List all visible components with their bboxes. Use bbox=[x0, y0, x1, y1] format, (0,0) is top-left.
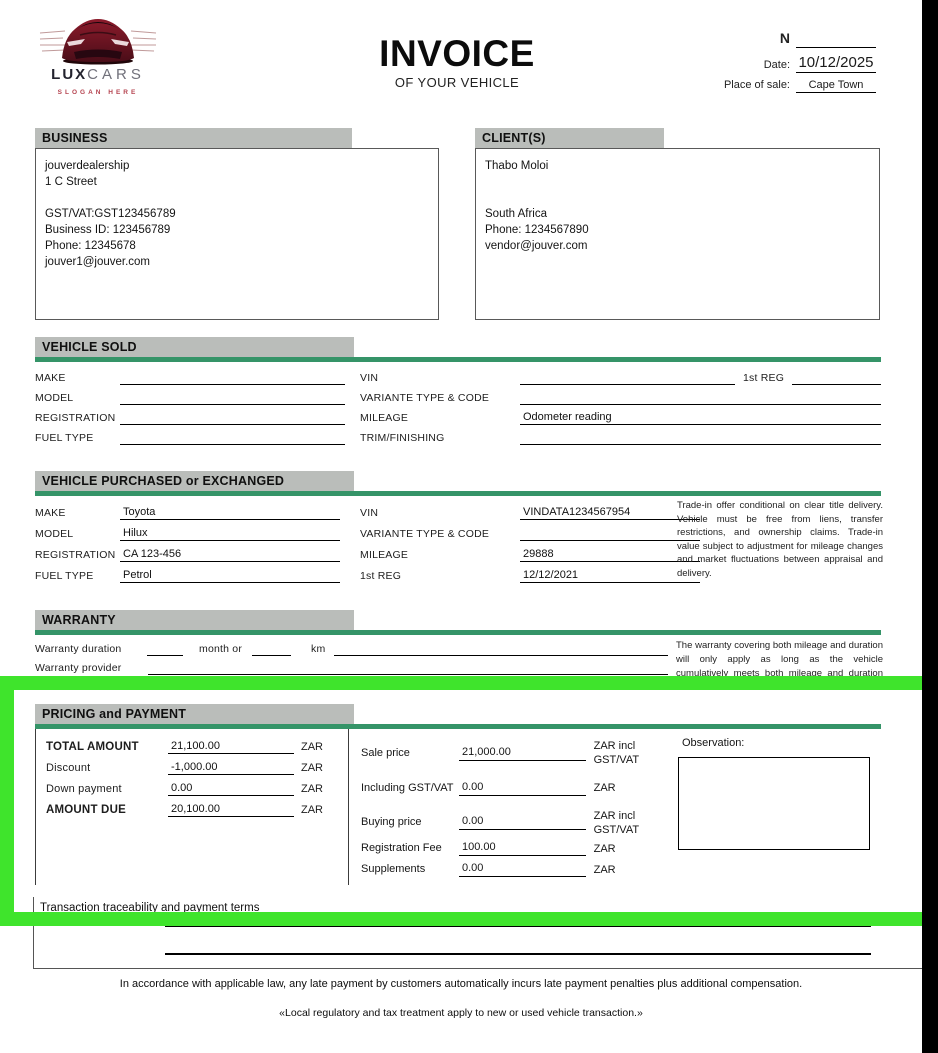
amount-due-field[interactable]: 20,100.00 bbox=[168, 803, 294, 817]
down-payment-row bbox=[46, 781, 323, 796]
business-street: 1 C Street bbox=[45, 176, 97, 188]
business-email: jouver1@jouver.com bbox=[45, 256, 150, 268]
registration-fee-currency: ZAR bbox=[593, 842, 616, 855]
km-label: km bbox=[311, 643, 326, 655]
sold-registration-row bbox=[35, 410, 345, 425]
sold-variante-row bbox=[360, 390, 881, 405]
warranty-duration-row bbox=[35, 641, 668, 656]
including-gst-currency: ZAR bbox=[593, 782, 616, 794]
purchased-make-label: MAKE bbox=[35, 507, 66, 519]
sold-variante-field[interactable] bbox=[520, 403, 881, 405]
transaction-label: Transaction traceability and payment terms bbox=[40, 902, 260, 914]
sold-trim-row bbox=[360, 430, 881, 445]
pricing-underline bbox=[35, 724, 881, 729]
supplements-field[interactable]: 0.00 bbox=[459, 862, 586, 877]
sold-fuel-field[interactable] bbox=[120, 443, 345, 445]
sold-fuel-row bbox=[35, 430, 345, 445]
warranty-months-field[interactable] bbox=[147, 654, 183, 656]
purchased-registration-field[interactable]: CA 123-456 bbox=[120, 548, 340, 562]
purchased-model-label: MODEL bbox=[35, 528, 74, 540]
transaction-line-1[interactable] bbox=[165, 925, 871, 927]
sold-registration-field[interactable] bbox=[120, 423, 345, 425]
sold-mileage-label: MILEAGE bbox=[360, 412, 409, 424]
place-of-sale-row bbox=[660, 79, 876, 93]
business-phone: Phone: 12345678 bbox=[45, 240, 136, 252]
warranty-section-header: WARRANTY bbox=[35, 610, 354, 630]
amount-due-label: AMOUNT DUE bbox=[46, 804, 126, 816]
amount-due-row bbox=[46, 802, 323, 817]
trade-in-disclaimer: Trade-in offer conditional on clear title delivery. Vehicle must be free from liens, transfer restrictions, and ownership claims. Trade-in value subject to adjustment for mileage changes and market fluctuations between appraisal and delivery. bbox=[677, 500, 883, 579]
sports-car-icon bbox=[38, 6, 158, 66]
registration-fee-field[interactable]: 100.00 bbox=[459, 841, 586, 856]
pricing-section-header: PRICING and PAYMENT bbox=[35, 704, 354, 724]
purchased-vin-field[interactable]: VINDATA1234567954 bbox=[520, 506, 700, 520]
buying-price-row bbox=[361, 806, 653, 839]
purchased-mileage-row bbox=[360, 547, 700, 562]
supplements-label: Supplements bbox=[361, 863, 426, 875]
sold-make-field[interactable] bbox=[120, 383, 345, 385]
purchased-make-field[interactable]: Toyota bbox=[120, 506, 340, 520]
warranty-provider-label: Warranty provider bbox=[35, 662, 122, 674]
client-info bbox=[485, 158, 589, 254]
purchased-fuel-field[interactable]: Petrol bbox=[120, 569, 340, 583]
sold-trim-label: TRIM/FINISHING bbox=[360, 432, 445, 444]
purchased-mileage-field[interactable]: 29888 bbox=[520, 548, 700, 562]
sold-make-label: MAKE bbox=[35, 372, 66, 384]
footer-regulatory-note: «Local regulatory and tax treatment apply to new or used vehicle transaction.» bbox=[279, 1007, 643, 1019]
buying-price-field[interactable]: 0.00 bbox=[459, 815, 586, 830]
sold-mileage-field[interactable]: Odometer reading bbox=[520, 411, 881, 425]
purchased-first-reg-row bbox=[360, 568, 700, 583]
sold-trim-field[interactable] bbox=[520, 443, 881, 445]
purchased-first-reg-field[interactable]: 12/12/2021 bbox=[520, 569, 700, 583]
brand-cars: CARS bbox=[87, 66, 145, 83]
observation-label: Observation: bbox=[682, 737, 745, 749]
purchased-vin-row bbox=[360, 505, 700, 520]
invoice-number-row bbox=[660, 30, 876, 48]
vehicle-purchased-underline bbox=[35, 491, 881, 496]
pricing-column-divider bbox=[348, 729, 349, 885]
including-gst-row bbox=[361, 771, 653, 805]
warranty-provider-field[interactable] bbox=[148, 673, 668, 675]
amount-due-currency: ZAR bbox=[301, 804, 323, 816]
sold-mileage-row bbox=[360, 410, 881, 425]
invoice-title: INVOICE bbox=[379, 33, 535, 74]
sold-first-reg-field[interactable] bbox=[792, 383, 881, 385]
sold-vin-field[interactable] bbox=[520, 383, 735, 385]
date-label: Date: bbox=[763, 59, 790, 71]
purchased-registration-label: REGISTRATION bbox=[35, 549, 116, 561]
warranty-duration-label: Warranty duration bbox=[35, 643, 122, 655]
sold-model-field[interactable] bbox=[120, 403, 345, 405]
sold-variante-label: VARIANTE TYPE & CODE bbox=[360, 392, 490, 404]
warranty-km-field[interactable] bbox=[252, 654, 291, 656]
business-name: jouverdealership bbox=[45, 160, 130, 172]
invoice-date-row bbox=[660, 54, 876, 73]
brand-lux: LUX bbox=[51, 66, 88, 83]
vehicle-purchased-section-header: VEHICLE PURCHASED or EXCHANGED bbox=[35, 471, 354, 491]
discount-label: Discount bbox=[46, 762, 91, 774]
discount-field[interactable]: -1,000.00 bbox=[168, 761, 294, 775]
invoice-number-label: N bbox=[779, 30, 790, 46]
discount-currency: ZAR bbox=[301, 762, 323, 774]
purchased-make-row bbox=[35, 505, 340, 520]
sold-first-reg-label: 1st REG bbox=[743, 372, 785, 384]
total-amount-label: TOTAL AMOUNT bbox=[46, 741, 139, 753]
sale-price-label: Sale price bbox=[361, 746, 410, 759]
warranty-note-field[interactable] bbox=[334, 654, 668, 656]
transaction-line-2[interactable] bbox=[165, 953, 871, 955]
sold-model-row bbox=[35, 390, 345, 405]
screen-edge-bar bbox=[922, 0, 938, 1053]
client-name: Thabo Moloi bbox=[485, 160, 549, 172]
buying-price-currency: ZAR incl GST/VAT bbox=[593, 809, 640, 836]
purchased-registration-row bbox=[35, 547, 340, 562]
brand-name bbox=[28, 66, 168, 83]
registration-fee-label: Registration Fee bbox=[361, 842, 442, 854]
supplements-currency: ZAR bbox=[593, 863, 616, 876]
sale-price-currency: ZAR incl GST/VAT bbox=[593, 740, 640, 766]
invoice-number-field[interactable] bbox=[796, 46, 876, 48]
warranty-disclaimer: The warranty covering both mileage and duration will only apply as long as the vehicle cumulatively meets both mileage and duration criteria. bbox=[676, 640, 883, 693]
month-or-label: month or bbox=[199, 643, 243, 655]
including-gst-field[interactable]: 0.00 bbox=[459, 781, 586, 796]
purchased-variante-row bbox=[360, 526, 700, 541]
down-payment-label: Down payment bbox=[46, 783, 122, 795]
purchased-fuel-row bbox=[35, 568, 340, 583]
sold-fuel-label: FUEL TYPE bbox=[35, 432, 94, 444]
purchased-fuel-label: FUEL TYPE bbox=[35, 570, 94, 582]
invoice-subtitle: OF YOUR VEHICLE bbox=[394, 75, 520, 90]
total-amount-currency: ZAR bbox=[301, 741, 323, 753]
business-gst: GST/VAT:GST123456789 bbox=[45, 208, 176, 220]
luxcars-logo bbox=[28, 6, 168, 118]
date-field[interactable]: 10/12/2025 bbox=[796, 54, 876, 73]
pricing-left-border bbox=[35, 729, 36, 885]
purchased-variante-field[interactable] bbox=[520, 539, 700, 541]
sale-price-field[interactable]: 21,000.00 bbox=[459, 746, 586, 761]
purchased-vin-label: VIN bbox=[360, 507, 379, 519]
sold-model-label: MODEL bbox=[35, 392, 74, 404]
client-phone: Phone: 1234567890 bbox=[485, 224, 589, 236]
discount-row bbox=[46, 760, 323, 775]
including-gst-label: Including GST/VAT bbox=[361, 781, 454, 794]
buying-price-label: Buying price bbox=[361, 816, 422, 828]
place-of-sale-label: Place of sale: bbox=[723, 79, 790, 91]
sold-registration-label: REGISTRATION bbox=[35, 412, 116, 424]
supplements-row bbox=[361, 861, 653, 878]
client-country: South Africa bbox=[485, 208, 548, 220]
sold-vin-row bbox=[360, 370, 881, 385]
brand-slogan: SLOGAN HERE bbox=[57, 89, 139, 96]
observation-box[interactable] bbox=[678, 757, 870, 850]
business-id: Business ID: 123456789 bbox=[45, 224, 171, 236]
place-of-sale-field[interactable]: Cape Town bbox=[796, 79, 876, 93]
footer-late-payment-note: In accordance with applicable law, any late payment by customers automatically incurs late payment penalties plus additional compensation. bbox=[119, 978, 803, 990]
purchased-first-reg-label: 1st REG bbox=[360, 570, 402, 582]
purchased-variante-label: VARIANTE TYPE & CODE bbox=[360, 528, 490, 540]
business-info bbox=[45, 158, 176, 270]
purchased-model-row bbox=[35, 526, 340, 541]
client-email: vendor@jouver.com bbox=[485, 240, 588, 252]
vehicle-sold-underline bbox=[35, 357, 881, 362]
down-payment-currency: ZAR bbox=[301, 783, 323, 795]
sold-make-row bbox=[35, 370, 345, 385]
warranty-underline bbox=[35, 630, 881, 635]
vehicle-sold-section-header: VEHICLE SOLD bbox=[35, 337, 354, 357]
warranty-provider-row bbox=[35, 660, 668, 675]
purchased-mileage-label: MILEAGE bbox=[360, 549, 409, 561]
total-amount-field[interactable]: 21,100.00 bbox=[168, 740, 294, 754]
purchased-model-field[interactable]: Hilux bbox=[120, 527, 340, 541]
business-section-header: BUSINESS bbox=[35, 128, 352, 148]
client-section-header: CLIENT(S) bbox=[475, 128, 664, 148]
total-amount-row bbox=[46, 739, 323, 754]
down-payment-field[interactable]: 0.00 bbox=[168, 782, 294, 796]
sale-price-row bbox=[361, 737, 653, 769]
sold-vin-label: VIN bbox=[360, 372, 379, 384]
registration-fee-row bbox=[361, 840, 653, 857]
